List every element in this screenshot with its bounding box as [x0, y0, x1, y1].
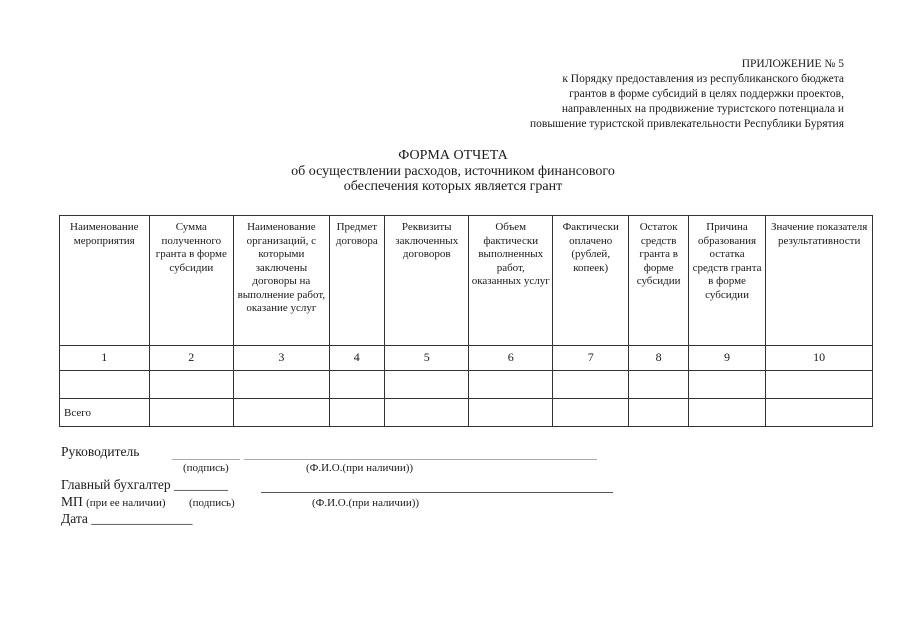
- column-header: Остаток средств гранта в форме субсидии: [629, 216, 688, 346]
- column-number-row: [60, 346, 873, 371]
- table-cell[interactable]: [766, 399, 873, 427]
- column-header: Объем фактически выполненных работ, оказанных услуг: [469, 216, 553, 346]
- table-cell[interactable]: [384, 399, 469, 427]
- date-field-suffix[interactable]: ___: [172, 511, 193, 526]
- table-cell[interactable]: [766, 371, 873, 399]
- table-cell[interactable]: [149, 399, 234, 427]
- column-header: Фактически оплачено (рублей, копеек): [552, 216, 628, 346]
- table-cell[interactable]: [469, 399, 553, 427]
- column-header: Значение показателя результативности: [766, 216, 873, 346]
- table-cell[interactable]: [234, 399, 330, 427]
- head-name-caption: (Ф.И.О.(при наличии)): [306, 462, 414, 474]
- head-name-line[interactable]: [244, 459, 597, 460]
- table-cell[interactable]: [329, 371, 384, 399]
- report-table: [59, 215, 873, 427]
- table-cell[interactable]: [384, 371, 469, 399]
- accountant-name-caption: (Ф.И.О.(при наличии)): [312, 497, 420, 509]
- appendix-line: грантов в форме субсидий в целях поддержки проектов,: [569, 88, 844, 100]
- form-title-subtitle: об осуществлении расходов, источником финансового: [291, 163, 615, 179]
- column-number: 2: [149, 346, 234, 371]
- column-header: Наименование мероприятия: [60, 216, 150, 346]
- head-signature-line[interactable]: [172, 459, 240, 460]
- column-header: Причина образования остатка средств гранта в форме субсидии: [688, 216, 765, 346]
- header-row: [60, 216, 873, 346]
- date-field[interactable]: ____________: [91, 511, 173, 526]
- table-cell[interactable]: [552, 399, 628, 427]
- form-title-main: ФОРМА ОТЧЕТА: [398, 148, 508, 163]
- column-header: Наименование организаций, с которыми заключены договоры на выполнение работ, оказание услуг: [234, 216, 330, 346]
- head-sign-caption: (подпись): [183, 462, 229, 474]
- appendix-line: к Порядку предоставления из республиканского бюджета: [562, 73, 844, 85]
- table-cell[interactable]: [329, 399, 384, 427]
- table-cell[interactable]: [469, 371, 553, 399]
- column-number: 6: [469, 346, 553, 371]
- appendix-line: повышение туристской привлекательности Республики Бурятия: [530, 118, 844, 130]
- column-number: 10: [766, 346, 873, 371]
- column-number: 7: [552, 346, 628, 371]
- column-number: 1: [60, 346, 150, 371]
- table-cell[interactable]: [234, 371, 330, 399]
- table-cell[interactable]: [688, 399, 765, 427]
- form-title: [246, 148, 660, 195]
- table-cell[interactable]: [60, 371, 150, 399]
- mp-caption: (при ее наличии): [86, 497, 166, 509]
- column-header: Предмет договора: [329, 216, 384, 346]
- date-label: Дата _______________: [61, 511, 193, 526]
- table-cell[interactable]: [552, 371, 628, 399]
- accountant-label: Главный бухгалтер ________: [61, 477, 229, 492]
- column-header: Реквизиты заключенных договоров: [384, 216, 469, 346]
- appendix-block: [424, 57, 844, 132]
- head-label: Руководитель: [61, 444, 140, 459]
- table-cell[interactable]: [688, 371, 765, 399]
- accountant-name-line[interactable]: [261, 492, 613, 493]
- column-header: Сумма полученного гранта в форме субсидии: [149, 216, 234, 346]
- column-number: 9: [688, 346, 765, 371]
- table-row: [60, 371, 873, 399]
- total-label: Всего: [60, 399, 150, 427]
- column-number: 3: [234, 346, 330, 371]
- mp-label: МП (при ее наличии): [61, 494, 166, 509]
- table-cell[interactable]: [629, 371, 688, 399]
- column-number: 8: [629, 346, 688, 371]
- column-number: 4: [329, 346, 384, 371]
- column-number: 5: [384, 346, 469, 371]
- total-row: [60, 399, 873, 427]
- appendix-line: направленных на продвижение туристского потенциала и: [561, 103, 844, 115]
- table-cell[interactable]: [149, 371, 234, 399]
- table-cell[interactable]: [629, 399, 688, 427]
- form-title-subtitle: обеспечения которых является грант: [343, 179, 563, 194]
- accountant-sign-caption: (подпись): [189, 497, 235, 509]
- appendix-number: ПРИЛОЖЕНИЕ № 5: [741, 58, 844, 70]
- accountant-signature-line[interactable]: ________: [174, 477, 229, 492]
